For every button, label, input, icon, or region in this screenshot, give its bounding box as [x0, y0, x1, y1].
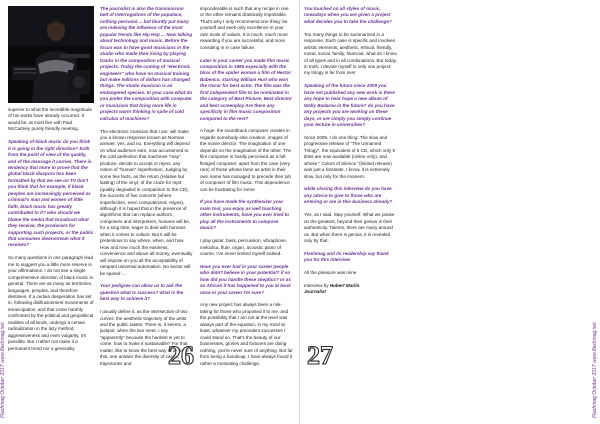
question-text: Later in your career you made film music composition in 1985 especially with the bliss of the spider woman a film of Hector Babenco, starring William Hurt who won the Oscar for best actor. The film was the first independent film to be nominated in the category of Best Picture, Best director and best screenplay Are there any specificity in film music composition compared to the rest?: [200, 57, 292, 121]
question-text: Speaking of black music do you think it is going in the right direction? both from the point of view of the quality, and of the message it carries. There is tendency that more to prove that the global black diaspora has been formatted by that we see on TV don't you think that for example, if black peoples are increasingly perceived as criminal's man and women of little faith, black music has greatly contributed to it? who should we blame the media that broadcast what they receive, the producers for supporting such projects, or the public that consumes downstream what it receives?: [8, 139, 94, 248]
body-text: Yes, as I said. Stay yourself. What we praise on the greatest, beyond their genius is their authenticity. Talents, there are many around us. But when there is genius, it is revealed only by that.: [304, 212, 395, 243]
column-4: [304, 6, 398, 336]
question-text: The journalist is also the transmission belt of interrogations of the populace, nothing personal ... but bluntly put many are indexing the influence of the most popular trends like Hip Hop ... Now talking about technology and music. Before the focus was to have good musicians in the studio who made their living by playing tracks in the composition of musical projects. Today the coming of "electronic engineers" who have no musical training but make millions of dollars has changed things. The studio musician is an endangered species. In your case what do you prefer the composition with computer or musicians that bring more life in projects warm thinking in spite of cold calculus of machines?: [100, 6, 193, 121]
credit-label: Interview by: [304, 282, 329, 288]
column-1: [8, 107, 94, 377]
question-text: You touched on all styles of music, nowadays when you are given a project what decides you to take the challenge?: [304, 6, 392, 24]
credit-name: Hubert Marlin: [329, 282, 360, 288]
question-text: Have you ever had in your career people who didn't believe in your potential? if so how did you handle these skeptics? or as an African it has happened to you at least once in your career I'm sure?: [200, 263, 291, 295]
body-text: imponderable is such that any recipe in one or the other remains drastically impossible. That's why I only recommend one thing: be yourself and seek only excellence in your own scale of values. It is much, much more rewarding if you are successful, and more consoling in in case failure.: [200, 6, 289, 50]
page-gutter: [299, 0, 300, 424]
body-text: Since 2009, I do one thing: The slow and progressive release of "The Unnamed Trilogy", the equivalent of 5 CD, which only 5 titles are now available (online only), and whose " Colors of Silence "(limited release) was just a foretaste. I know, it is extremely slow, but only for the moment.: [304, 134, 396, 179]
folio-left: Flashmag October 2017 www.flashmag.net: [0, 322, 6, 418]
page-number-right: 27: [307, 341, 333, 370]
credit-role: Journalist: [304, 289, 326, 295]
page-number-left: 26: [168, 341, 194, 370]
body-text: So many questions in one paragraph lead me to suggest you a little more reserve in your affirmations. I do not see a single comprehensive direction of black music in general. There are as many as territories, languages, peoples, and therefore destinies. If a certain desperation has set in, following disillusionment movements of emancipation, and that come harshly confronted by the political and geopolitical realities of all kinds, undergo a certain radicalization in the lazy method, aggressiveness and even vulgarity, it's possible. But I rather not make it a permanent trend nor a generality: [8, 255, 94, 351]
question-text: If you have made the synthesizer your main tool, you enjoy as well touching other instruments, have you ever tried to play all the instruments to compose music?: [200, 199, 290, 231]
body-text: I play guitar, bass, percussion, vibraphone, melodica, flute, organ, acoustic piano of course, I've never limited myself indeed.: [200, 238, 288, 256]
musician-photo: [8, 6, 94, 103]
question-text: Your pedigree can allow us to ask the question what is success? what is the best way to achieve it?: [100, 283, 184, 302]
question-text: Speaking of the future since 2009 you have not published any new work is there any hope to hear hope a new album of Wally Badarou in the future? do you have any projects you are working on these days, or are simply you simply continue your lecture in universities?: [304, 83, 395, 128]
question-text: while closing this interview do you have any advice to give to those who are entering or are in this business already?: [304, 186, 393, 205]
body-text: I usually define it, as the intersection of two curves: the aesthetic trajectory of the artist and the public tastes. There is, it seems, a jackpot, when the two meet. I say "apparently" because the hardest is yet to come: how to make it sustainable? For that matter, like to know the best way to achieve this, one answer the diversity of cases, trajectories and: [100, 309, 189, 366]
body-text: The electronic musician that I am; will make you a known response known as Norman answer: yes, and no. Everything will depend on what audience ears, now accustomed to the cold perfection that machines "may" produce, decide to accept or reject, any notion of "human" imperfection. Judging by some few facts, as the return (relative but lasting) of the vinyl, of the craze for mp3 (quality degraded in comparison to the CD), the success of live concerts (where imperfection, even computerized, reigns), although it is hoped that in the presence of algorithms that can replace authors, composers and interpreters, humans will be, for a long time, eager to deal with humans when it comes to culture. But it will be pretentious to say where, when, and how. How and how much the easiness, convenience and above all money, eventually will impose on you all the acceptability of rampant universal automation. No sector will be spared ...: [100, 128, 193, 276]
body-text: All the pleasure was mine: [304, 270, 357, 276]
body-text: A huge: the soundtrack composer creates in regards somebody else creation, images of the movie director. The imagination of one depends on the imagination of the other. The film composer is hardly perceived as a full-fledged composer, apart from the case (very rare) of those whose fame as artist in their own name has managed to precede their job of composer of film music. This dependence can be frustrating for some: [200, 128, 292, 192]
body-text: superior to what the incredible magnitude of his works have already occurred. It would be, at most like with Paul McCartney purely friendly meeting.: [8, 107, 93, 132]
question-text: Flashmag and its readership say thank you for this interview: [304, 250, 389, 263]
body-text: Any new project has always been a risk-taking for those who proposed it to me, and the possibility that I am not at the level was always part of the equation, in my mind at least, whatever my precedent successes I could stand on. That's the beauty of our businesses, glories and fortunes are doing nothing, you're never sure of anything. But far from being a handicap, I have always found it rather a motivating challenge.: [200, 302, 293, 366]
column-3: [200, 6, 293, 416]
body-text: Too many things to be summarized in a response. Each case is specific and involves artistic elements, aesthetic, ethical, friendly, moral, social, family, financial, what do I know, of all types and in all combinations. But today, in truth, I devote myself to only one project: my trilogy is far from over: [304, 31, 398, 76]
interview-credit: [304, 283, 398, 296]
folio-right: Flashmag October 2017 www.flashmag.net: [592, 322, 598, 418]
